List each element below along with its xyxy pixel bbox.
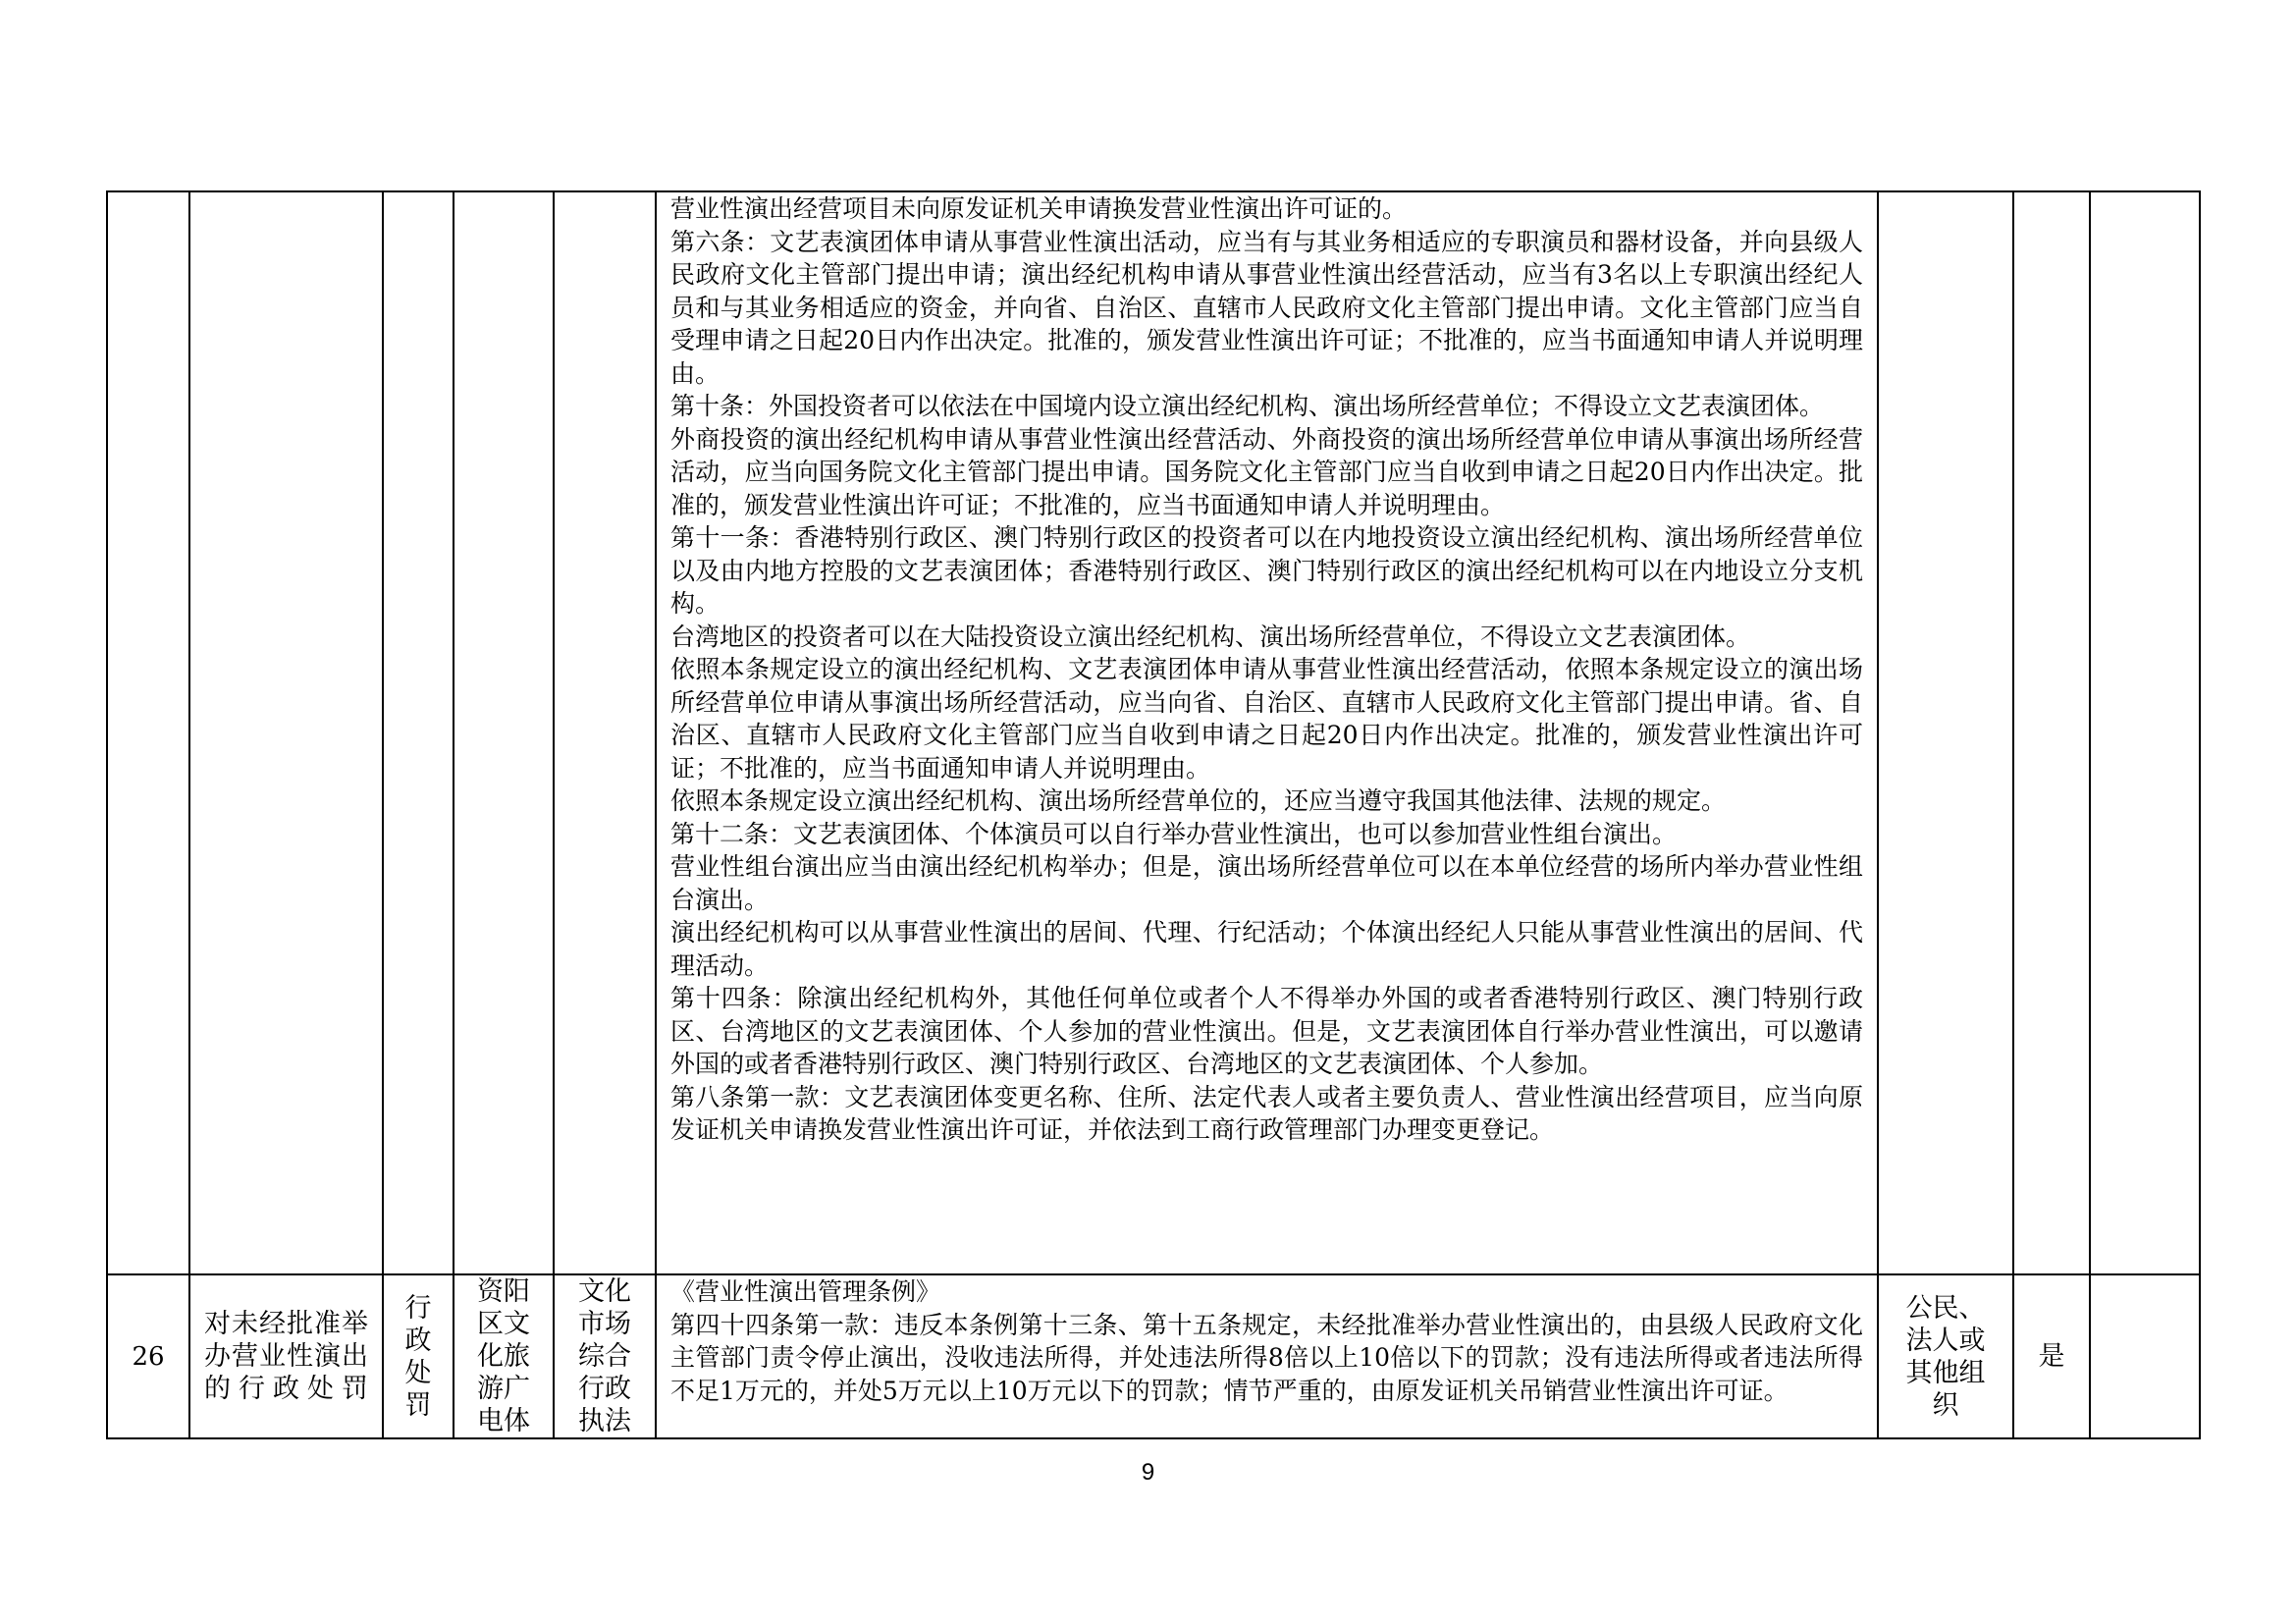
applicable-subject: 公民、法人或其他组织: [1878, 1274, 2013, 1438]
item-name: 对未经批准举办营业性演出的行政处罚: [189, 1274, 383, 1438]
item-number: 26: [107, 1274, 189, 1438]
basis-paragraph: 营业性演出经营项目未向原发证机关申请换发营业性演出许可证的。: [670, 194, 1408, 223]
implementing-department: 文化市场综合行政执法: [554, 1274, 656, 1438]
basis-paragraph: 第十条：外国投资者可以依法在中国境内设立演出经纪机构、演出场所经营单位；不得设立文艺表演团体。: [670, 392, 1825, 420]
basis-paragraph: 营业性组台演出应当由演出经纪机构举办；但是，演出场所经营单位可以在本单位经营的场所内举办营业性组台演出。: [670, 852, 1863, 914]
category-cell: [383, 191, 454, 1274]
remark-value: [2090, 1274, 2200, 1438]
flag-cell: [2013, 191, 2090, 1274]
basis-paragraph: 演出经纪机构可以从事营业性演出的居间、代理、行纪活动；个体演出经纪人只能从事营业性演出的居间、代理活动。: [670, 918, 1863, 980]
table-row: [107, 1274, 2200, 1438]
basis-paragraph: 第十一条：香港特别行政区、澳门特别行政区的投资者可以在内地投资设立演出经纪机构、演出场所经营单位以及由内地方控股的文艺表演团体；香港特别行政区、澳门特别行政区的演出经纪机构可以在内地设立分支机构。: [670, 523, 1863, 618]
basis-paragraph: 第四十四条第一款：违反本条例第十三条、第十五条规定，未经批准举办营业性演出的，由县级人民政府文化主管部门责令停止演出，没收违法所得，并处违法所得8倍以上10倍以下的罚款；没有违法所得或者违法所得不足1万元的，并处5万元以上10万元以下的罚款；情节严重的，由原发证机关吊销营业性演出许可证。: [670, 1310, 1863, 1405]
item-category: 行政处罚: [383, 1274, 454, 1438]
flag-value: 是: [2013, 1274, 2090, 1438]
subject-cell: [1878, 191, 2013, 1274]
table-row: [107, 191, 2200, 1274]
agency-cell: [454, 191, 554, 1274]
law-title: 《营业性演出管理条例》: [670, 1277, 941, 1306]
basis-paragraph: 第十四条：除演出经纪机构外，其他任何单位或者个人不得举办外国的或者香港特别行政区、澳门特别行政区、台湾地区的文艺表演团体、个人参加的营业性演出。但是，文艺表演团体自行举办营业性演出，可以邀请外国的或者香港特别行政区、澳门特别行政区、台湾地区的文艺表演团体、个人参加。: [670, 984, 1863, 1078]
basis-paragraph: 第八条第一款：文艺表演团体变更名称、住所、法定代表人或者主要负责人、营业性演出经营项目，应当向原发证机关申请换发营业性演出许可证，并依法到工商行政管理部门办理变更登记。: [670, 1082, 1863, 1144]
page-number: 9: [1141, 1459, 1155, 1486]
remark-cell: [2090, 191, 2200, 1274]
item-name-cell: [189, 191, 383, 1274]
basis-paragraph: 依照本条规定设立演出经纪机构、演出场所经营单位的，还应当遵守我国其他法律、法规的规定。: [670, 786, 1727, 815]
basis-paragraph: 外商投资的演出经纪机构申请从事营业性演出经营活动、外商投资的演出场所经营单位申请从事演出场所经营活动，应当向国务院文化主管部门提出申请。国务院文化主管部门应当自收到申请之日起20日内作出决定。批准的，颁发营业性演出许可证；不批准的，应当书面通知申请人并说明理由。: [670, 424, 1863, 519]
basis-cell: [656, 1274, 1878, 1438]
items-table: [106, 190, 2201, 1439]
basis-paragraph: 依照本条规定设立的演出经纪机构、文艺表演团体申请从事营业性演出经营活动，依照本条规定设立的演出场所经营单位申请从事演出场所经营活动，应当向省、自治区、直辖市人民政府文化主管部门提出申请。省、自治区、直辖市人民政府文化主管部门应当自收到申请之日起20日内作出决定。批准的，颁发营业性演出许可证；不批准的，应当书面通知申请人并说明理由。: [670, 655, 1863, 783]
number-cell: [107, 191, 189, 1274]
department-cell: [554, 191, 656, 1274]
basis-paragraph: 台湾地区的投资者可以在大陆投资设立演出经纪机构、演出场所经营单位，不得设立文艺表演团体。: [670, 622, 1751, 651]
implementing-agency: 资阳区文化旅游广电体: [454, 1274, 554, 1438]
basis-cell: [656, 191, 1878, 1274]
basis-paragraph: 第六条：文艺表演团体申请从事营业性演出活动，应当有与其业务相适应的专职演员和器材设备，并向县级人民政府文化主管部门提出申请；演出经纪机构申请从事营业性演出经营活动，应当有3名以上专职演出经纪人员和与其业务相适应的资金，并向省、自治区、直辖市人民政府文化主管部门提出申请。文化主管部门应当自受理申请之日起20日内作出决定。批准的，颁发营业性演出许可证；不批准的，应当书面通知申请人并说明理由。: [670, 227, 1863, 388]
basis-paragraph: 第十二条：文艺表演团体、个体演员可以自行举办营业性演出，也可以参加营业性组台演出。: [670, 819, 1678, 848]
